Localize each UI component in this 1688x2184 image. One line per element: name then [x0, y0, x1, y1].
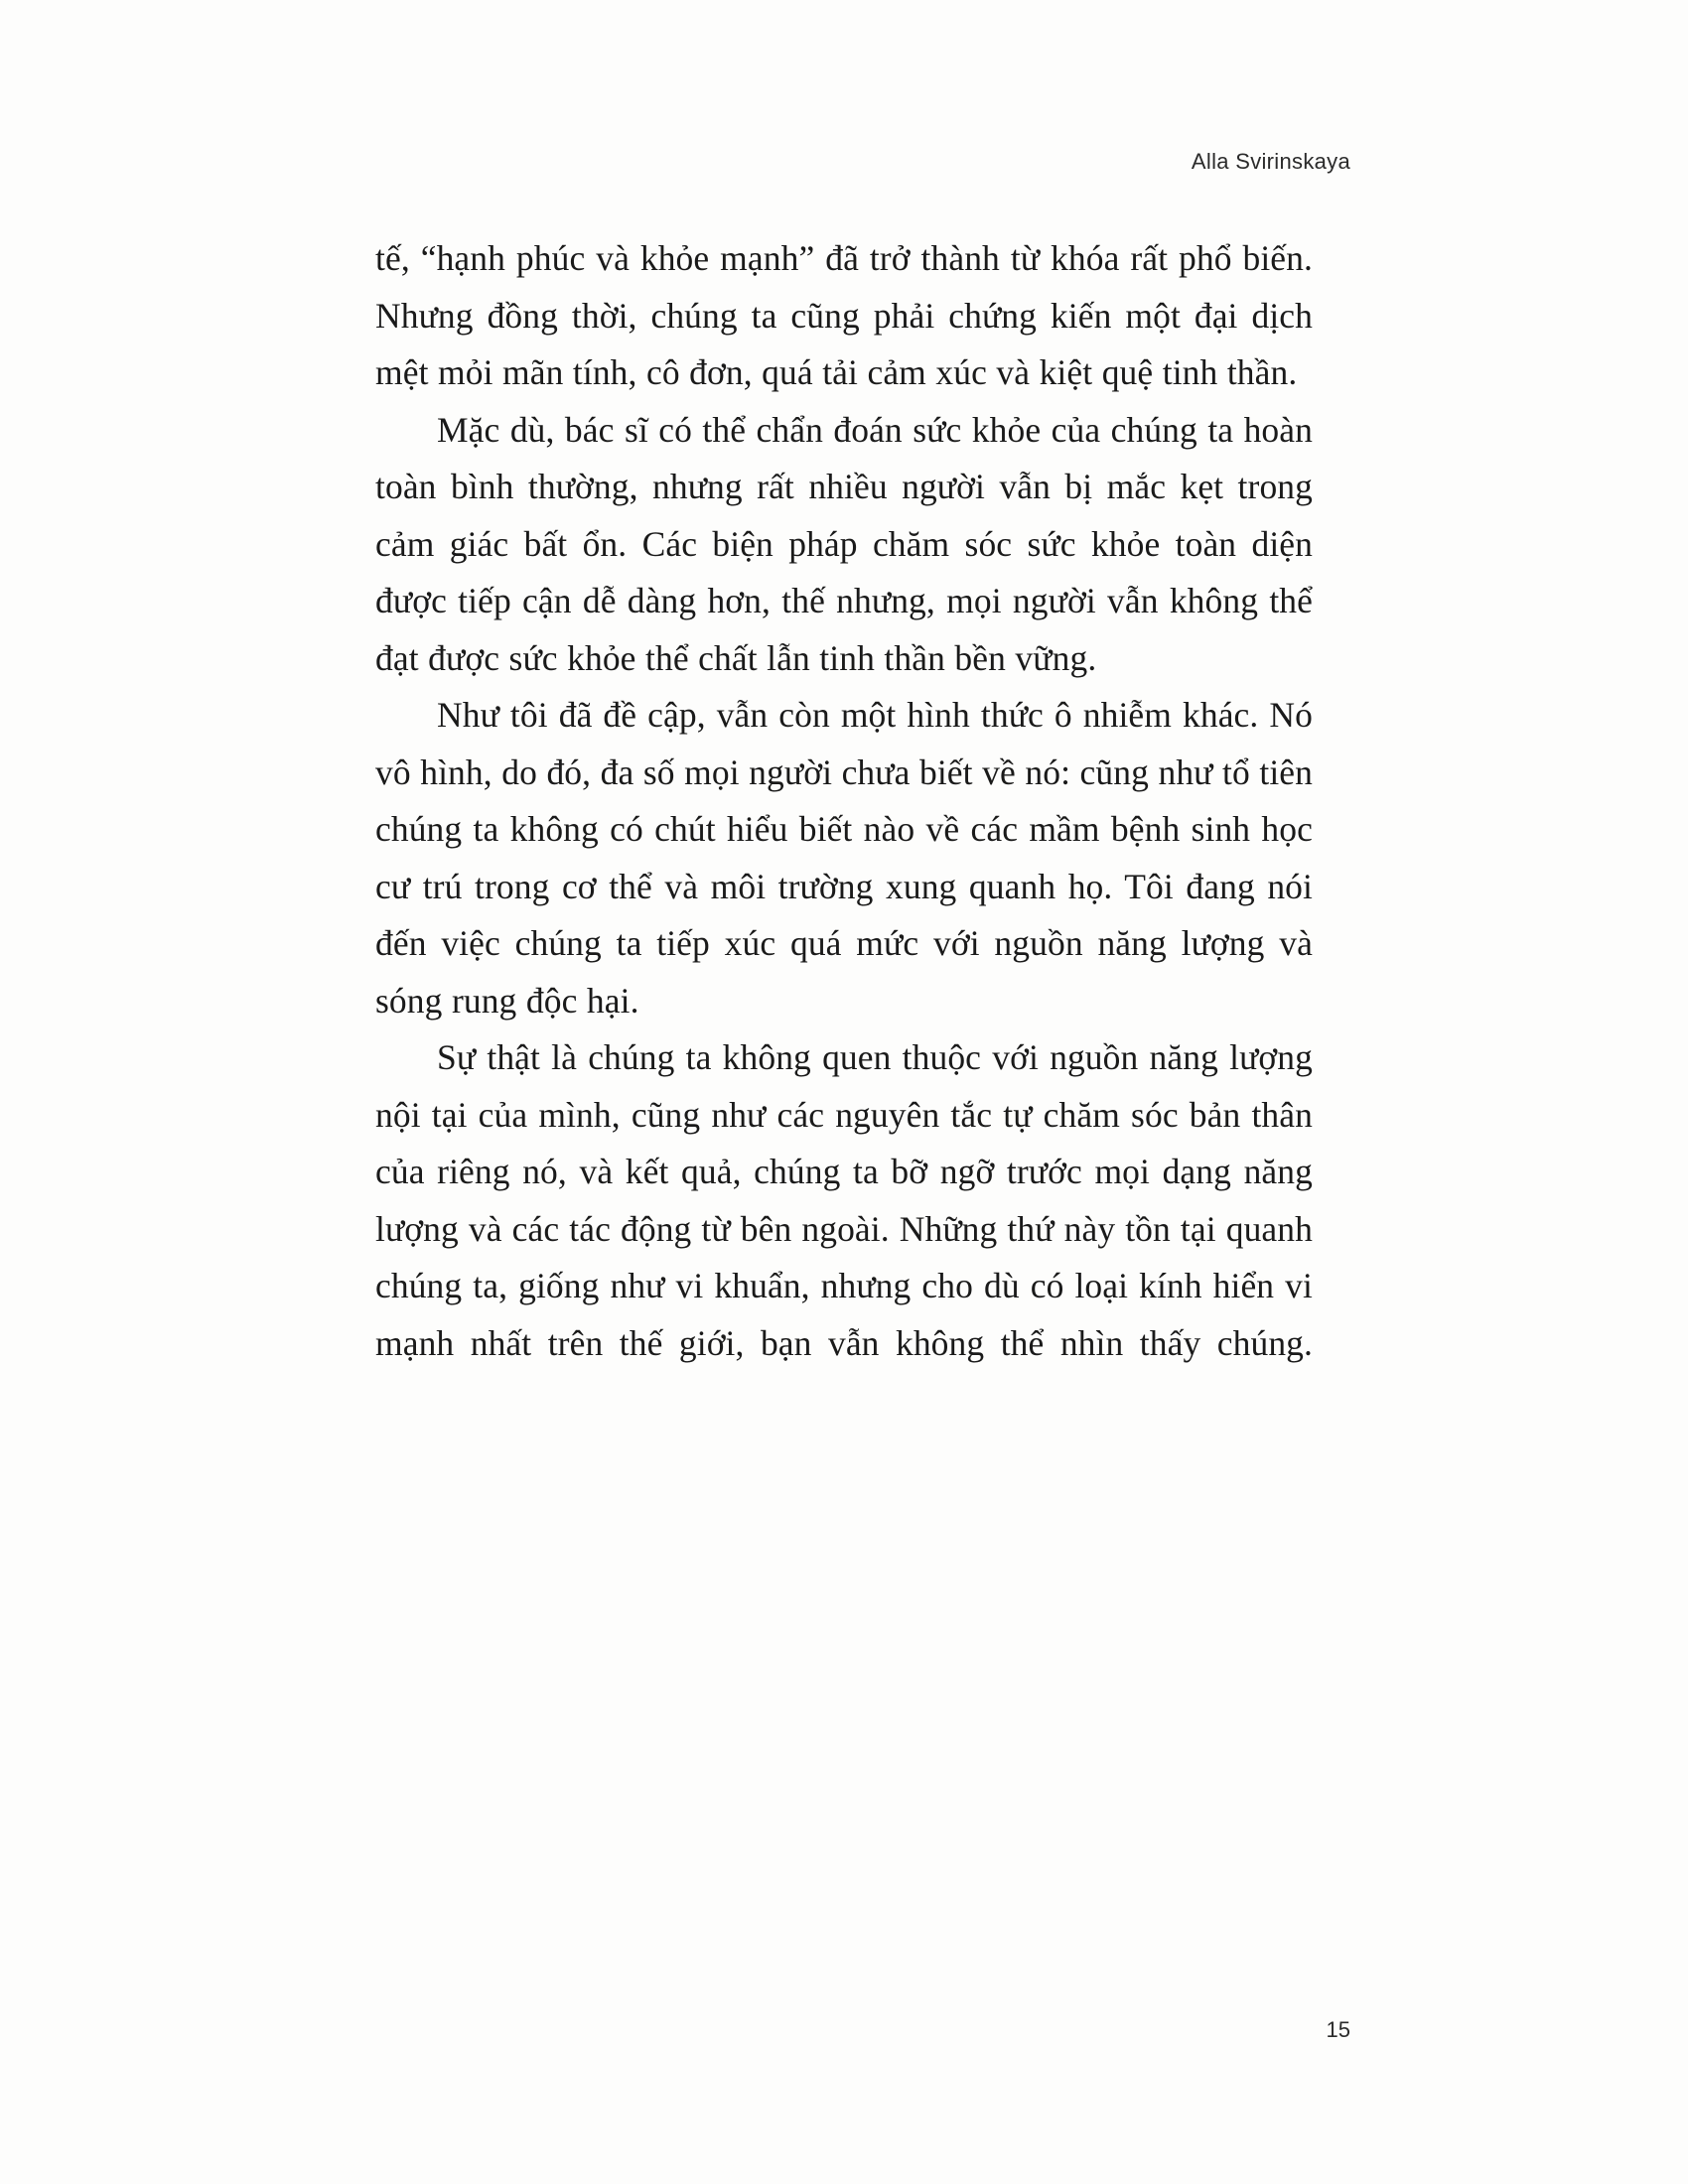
paragraph: Như tôi đã đề cập, vẫn còn một hình thức ô nhiễm khác. Nó vô hình, do đó, đa số mọi người chưa biết về nó: cũng như tổ tiên chúng ta không có chút hiểu biết nào về các mầm bệnh sinh học cư trú trong cơ thể và môi trường xung quanh họ. Tôi đang nói đến việc chúng ta tiếp xúc quá mức với nguồn năng lượng và sóng rung độc hại.: [375, 695, 1313, 1021]
running-head-author: Alla Svirinskaya: [1191, 149, 1350, 174]
body-text-column: [375, 230, 1313, 1430]
paragraph: Sự thật là chúng ta không quen thuộc với nguồn năng lượng nội tại của mình, cũng như các nguyên tắc tự chăm sóc bản thân của riêng nó, và kết quả, chúng ta bỡ ngỡ trước mọi dạng năng lượng và các tác động từ bên ngoài. Những thứ này tồn tại quanh chúng ta, giống như vi khuẩn, nhưng cho dù có loại kính hiển vi mạnh nhất trên thế giới, bạn vẫn không thể nhìn thấy chúng.: [375, 1037, 1313, 1363]
paragraph: Mặc dù, bác sĩ có thể chẩn đoán sức khỏe của chúng ta hoàn toàn bình thường, nhưng rất nhiều người vẫn bị mắc kẹt trong cảm giác bất ổn. Các biện pháp chăm sóc sức khỏe toàn diện được tiếp cận dễ dàng hơn, thế nhưng, mọi người vẫn không thể đạt được sức khỏe thể chất lẫn tinh thần bền vững.: [375, 409, 1313, 678]
paragraph: tế, “hạnh phúc và khỏe mạnh” đã trở thành từ khóa rất phổ biến. Nhưng đồng thời, chúng ta cũng phải chứng kiến một đại dịch mệt mỏi mãn tính, cô đơn, quá tải cảm xúc và kiệt quệ tinh thần.: [375, 238, 1313, 392]
page-number: 15: [1326, 2017, 1350, 2042]
